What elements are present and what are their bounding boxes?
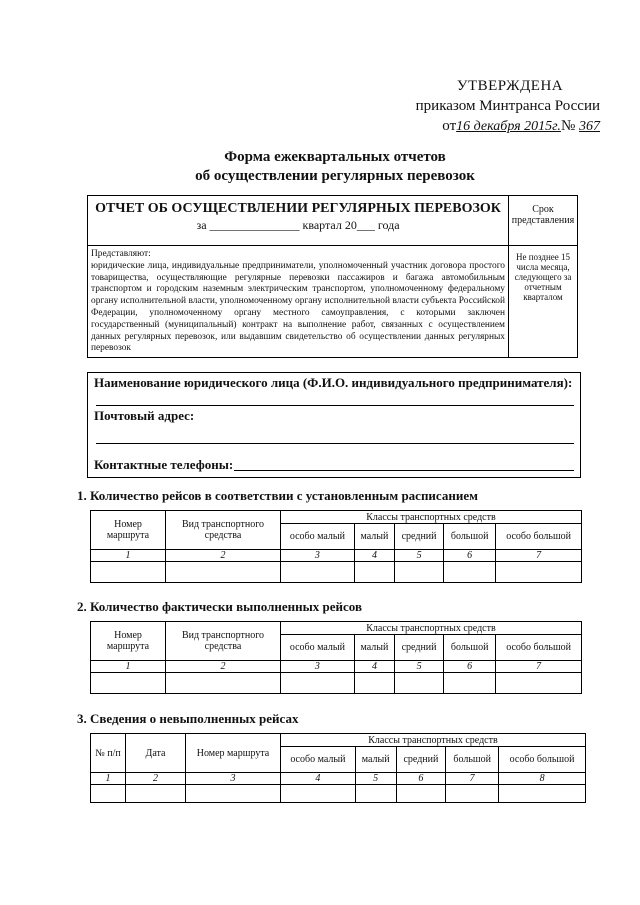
col-date: Дата xyxy=(126,734,186,773)
section-1-title: 1. Количество рейсов в соответствии с установленным расписанием xyxy=(77,488,478,503)
approval-order: приказом Минтранса России xyxy=(415,98,600,114)
col-num: 7 xyxy=(446,773,499,785)
class-large: большой xyxy=(444,635,496,661)
class-very-small: особо малый xyxy=(281,747,356,773)
class-very-large: особо большой xyxy=(496,524,582,550)
table-row[interactable] xyxy=(91,785,586,803)
approval-title: УТВЕРЖДЕНА xyxy=(456,78,564,94)
report-description: Представляют: юридические лица, индивидуальные предприниматели, уполномоченный участник договора простого товарищества, осуществляющие регулярные перевозки пассажиров и багажа автомобильным транспортом и городским наземным электрическим транспортом, уполномоченному федеральному органу исполнительной власти, уполномоченному органу исполнительной власти субъекта Российской Федерации, уполномоченному органу местного самоуправления, с которыми заключен государственный (муниципальный) контракт на выполнение работ, связанных с осуществлением данных регулярных перевозок, или выдавшим свидетельство об осуществлении данных регулярных перевозок xyxy=(88,246,509,358)
form-title-line1: Форма ежеквартальных отчетов xyxy=(224,149,446,165)
class-very-large: особо большой xyxy=(499,747,586,773)
col-classes: Классы транспортных средств xyxy=(281,622,582,635)
col-route: Номер маршрута xyxy=(91,511,166,550)
col-classes: Классы транспортных средств xyxy=(281,511,582,524)
class-very-small: особо малый xyxy=(281,635,355,661)
col-route: Номер маршрута xyxy=(91,622,166,661)
section-3-table xyxy=(90,733,586,803)
col-num: 4 xyxy=(354,661,394,673)
col-num: 2 xyxy=(166,661,281,673)
col-num: 5 xyxy=(395,550,444,562)
col-num: 3 xyxy=(281,661,355,673)
col-route: Номер маршрута xyxy=(186,734,281,773)
col-num: 4 xyxy=(354,550,394,562)
col-num: 2 xyxy=(126,773,186,785)
col-num: 1 xyxy=(91,773,126,785)
report-header-table xyxy=(87,195,578,358)
col-num: 6 xyxy=(396,773,446,785)
col-num: 6 xyxy=(444,550,496,562)
org-phone-label: Контактные телефоны: xyxy=(94,457,234,472)
col-num: 1 xyxy=(91,550,166,562)
class-very-small: особо малый xyxy=(281,524,355,550)
srok-header: Срок представления xyxy=(509,196,578,246)
section-1-table xyxy=(90,510,582,583)
table-row[interactable] xyxy=(91,673,582,694)
col-classes: Классы транспортных средств xyxy=(281,734,586,747)
col-num: 4 xyxy=(281,773,356,785)
approval-date: 16 декабря 2015г. xyxy=(456,119,561,134)
approval-no: № xyxy=(560,118,576,134)
col-no: № п/п xyxy=(91,734,126,773)
org-name-field[interactable] xyxy=(96,405,574,406)
report-deadline: Не позднее 15 числа месяца, следующего за отчетным кварталом xyxy=(509,246,578,358)
section-3-title: 3. Сведения о невыполненных рейсах xyxy=(77,711,299,726)
class-medium: средний xyxy=(395,524,444,550)
class-small: малый xyxy=(354,635,394,661)
col-num: 3 xyxy=(281,550,355,562)
col-num: 8 xyxy=(499,773,586,785)
class-medium: средний xyxy=(395,635,444,661)
org-name-label: Наименование юридического лица (Ф.И.О. индивидуального предпринимателя): xyxy=(94,375,573,390)
approval-number: 367 xyxy=(579,119,600,134)
org-address-label: Почтовый адрес: xyxy=(94,408,195,423)
section-2-table xyxy=(90,621,582,694)
form-title xyxy=(120,148,550,186)
col-num: 5 xyxy=(395,661,444,673)
organization-box xyxy=(87,372,581,478)
class-small: малый xyxy=(354,524,394,550)
approval-date-line xyxy=(380,116,600,137)
approval-block xyxy=(380,76,600,137)
class-very-large: особо большой xyxy=(496,635,582,661)
col-num: 2 xyxy=(166,550,281,562)
col-num: 6 xyxy=(444,661,496,673)
report-heading: ОТЧЕТ ОБ ОСУЩЕСТВЛЕНИИ РЕГУЛЯРНЫХ ПЕРЕВОЗОК xyxy=(95,201,501,216)
report-period: за _______________ квартал 20___ года xyxy=(196,218,400,232)
report-heading-cell xyxy=(88,196,509,246)
col-num: 3 xyxy=(186,773,281,785)
class-large: большой xyxy=(446,747,499,773)
col-vehicle: Вид транспортного средства xyxy=(166,622,281,661)
table-row[interactable] xyxy=(91,562,582,583)
col-vehicle: Вид транспортного средства xyxy=(166,511,281,550)
col-num: 7 xyxy=(496,550,582,562)
col-num: 7 xyxy=(496,661,582,673)
section-2-title: 2. Количество фактически выполненных рейсов xyxy=(77,599,362,614)
approval-prefix: от xyxy=(442,118,457,134)
class-large: большой xyxy=(444,524,496,550)
col-num: 5 xyxy=(355,773,396,785)
form-title-line2: об осуществлении регулярных перевозок xyxy=(195,168,475,184)
class-small: малый xyxy=(355,747,396,773)
org-phone-field[interactable] xyxy=(234,470,574,471)
class-medium: средний xyxy=(396,747,446,773)
org-address-field[interactable] xyxy=(96,443,574,444)
col-num: 1 xyxy=(91,661,166,673)
